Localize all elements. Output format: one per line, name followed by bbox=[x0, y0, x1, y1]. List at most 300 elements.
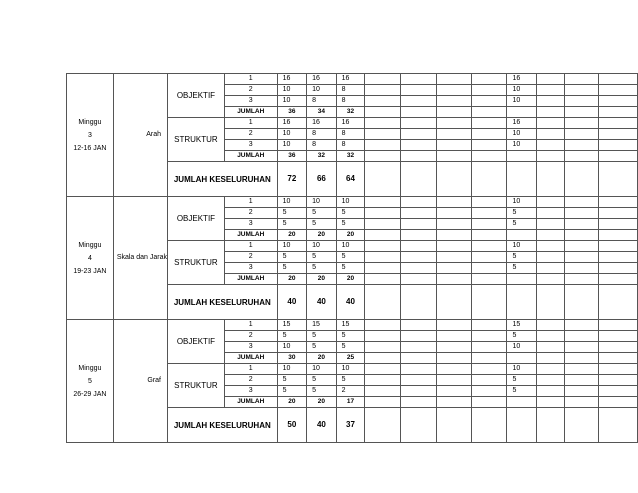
empty-cell bbox=[599, 241, 638, 252]
empty-cell bbox=[599, 386, 638, 397]
empty-cell bbox=[536, 274, 564, 285]
mark-cell: 10 bbox=[307, 85, 337, 96]
mark-cell: 8 bbox=[307, 140, 337, 151]
empty-cell bbox=[471, 397, 507, 408]
empty-cell bbox=[365, 408, 401, 443]
empty-cell bbox=[471, 241, 507, 252]
mark-cell: 10 bbox=[507, 342, 537, 353]
empty-cell bbox=[599, 129, 638, 140]
mark-cell: 5 bbox=[307, 342, 337, 353]
empty-cell bbox=[365, 118, 401, 129]
empty-cell bbox=[507, 353, 537, 364]
empty-cell bbox=[471, 331, 507, 342]
empty-cell bbox=[536, 96, 564, 107]
empty-cell bbox=[565, 140, 599, 151]
mark-cell: 10 bbox=[277, 241, 307, 252]
empty-cell bbox=[565, 129, 599, 140]
jumlah-value: 20 bbox=[336, 230, 365, 241]
question-number: 3 bbox=[224, 342, 277, 353]
empty-cell bbox=[536, 230, 564, 241]
empty-cell bbox=[599, 375, 638, 386]
mark-cell: 8 bbox=[336, 140, 365, 151]
empty-cell bbox=[436, 364, 471, 375]
total-value: 72 bbox=[277, 162, 307, 197]
empty-cell bbox=[471, 285, 507, 320]
mark-cell: 10 bbox=[277, 129, 307, 140]
week-number: 5 bbox=[87, 377, 92, 385]
total-label: JUMLAH KESELURUHAN bbox=[168, 285, 278, 320]
mark-cell: 8 bbox=[307, 96, 337, 107]
jumlah-value: 32 bbox=[307, 151, 337, 162]
empty-cell bbox=[365, 252, 401, 263]
empty-cell bbox=[471, 408, 507, 443]
empty-cell bbox=[471, 96, 507, 107]
empty-cell bbox=[401, 85, 437, 96]
mark-cell: 5 bbox=[277, 252, 307, 263]
empty-cell bbox=[401, 285, 437, 320]
mark-cell: 5 bbox=[277, 331, 307, 342]
section-name: OBJEKTIF bbox=[168, 197, 225, 241]
mark-cell: 16 bbox=[507, 118, 537, 129]
jumlah-label: JUMLAH bbox=[224, 151, 277, 162]
empty-cell bbox=[436, 96, 471, 107]
empty-cell bbox=[599, 331, 638, 342]
empty-cell bbox=[401, 118, 437, 129]
empty-cell bbox=[536, 263, 564, 274]
empty-cell bbox=[599, 230, 638, 241]
empty-cell bbox=[565, 274, 599, 285]
empty-cell bbox=[436, 375, 471, 386]
empty-cell bbox=[507, 285, 537, 320]
mark-cell: 10 bbox=[336, 197, 365, 208]
jumlah-value: 20 bbox=[277, 274, 307, 285]
empty-cell bbox=[436, 151, 471, 162]
empty-cell bbox=[536, 151, 564, 162]
mark-cell: 16 bbox=[277, 118, 307, 129]
empty-cell bbox=[365, 320, 401, 331]
empty-cell bbox=[436, 107, 471, 118]
empty-cell bbox=[471, 151, 507, 162]
empty-cell bbox=[599, 118, 638, 129]
empty-cell bbox=[565, 118, 599, 129]
mark-cell: 8 bbox=[307, 129, 337, 140]
empty-cell bbox=[536, 241, 564, 252]
empty-cell bbox=[401, 129, 437, 140]
empty-cell bbox=[436, 397, 471, 408]
empty-cell bbox=[401, 375, 437, 386]
empty-cell bbox=[565, 397, 599, 408]
empty-cell bbox=[365, 96, 401, 107]
empty-cell bbox=[401, 331, 437, 342]
mark-cell: 10 bbox=[336, 241, 365, 252]
empty-cell bbox=[565, 375, 599, 386]
jumlah-value: 20 bbox=[307, 353, 337, 364]
empty-cell bbox=[599, 197, 638, 208]
empty-cell bbox=[365, 364, 401, 375]
empty-cell bbox=[599, 285, 638, 320]
empty-cell bbox=[565, 197, 599, 208]
mark-cell: 16 bbox=[307, 74, 337, 85]
mark-cell: 5 bbox=[336, 219, 365, 230]
jumlah-value: 36 bbox=[277, 151, 307, 162]
empty-cell bbox=[507, 408, 537, 443]
empty-cell bbox=[536, 364, 564, 375]
empty-cell bbox=[401, 342, 437, 353]
week-label: Minggu bbox=[78, 241, 102, 249]
empty-cell bbox=[599, 140, 638, 151]
question-number: 1 bbox=[224, 241, 277, 252]
empty-cell bbox=[365, 274, 401, 285]
mark-cell: 10 bbox=[507, 96, 537, 107]
empty-cell bbox=[365, 208, 401, 219]
empty-cell bbox=[401, 274, 437, 285]
empty-cell bbox=[536, 353, 564, 364]
week-dates: 26-29 JAN bbox=[73, 390, 107, 398]
table-row bbox=[67, 197, 638, 208]
empty-cell bbox=[436, 197, 471, 208]
empty-cell bbox=[471, 107, 507, 118]
empty-cell bbox=[565, 219, 599, 230]
empty-cell bbox=[536, 342, 564, 353]
empty-cell bbox=[471, 162, 507, 197]
empty-cell bbox=[365, 263, 401, 274]
empty-cell bbox=[565, 241, 599, 252]
empty-cell bbox=[436, 263, 471, 274]
mark-cell: 10 bbox=[507, 129, 537, 140]
empty-cell bbox=[401, 140, 437, 151]
empty-cell bbox=[507, 151, 537, 162]
mark-cell: 8 bbox=[336, 96, 365, 107]
week-number: 3 bbox=[87, 131, 92, 139]
question-number: 2 bbox=[224, 208, 277, 219]
empty-cell bbox=[436, 85, 471, 96]
empty-cell bbox=[436, 74, 471, 85]
empty-cell bbox=[436, 320, 471, 331]
empty-cell bbox=[365, 140, 401, 151]
jumlah-label: JUMLAH bbox=[224, 230, 277, 241]
jumlah-value: 20 bbox=[277, 397, 307, 408]
empty-cell bbox=[565, 74, 599, 85]
section-name: STRUKTUR bbox=[168, 118, 225, 162]
empty-cell bbox=[365, 219, 401, 230]
empty-cell bbox=[599, 74, 638, 85]
empty-cell bbox=[471, 375, 507, 386]
empty-cell bbox=[365, 151, 401, 162]
empty-cell bbox=[471, 219, 507, 230]
empty-cell bbox=[599, 408, 638, 443]
empty-cell bbox=[401, 397, 437, 408]
topic-cell: Graf bbox=[113, 320, 167, 443]
mark-cell: 16 bbox=[507, 74, 537, 85]
empty-cell bbox=[565, 96, 599, 107]
mark-cell: 5 bbox=[507, 375, 537, 386]
mark-cell: 5 bbox=[507, 331, 537, 342]
empty-cell bbox=[565, 151, 599, 162]
empty-cell bbox=[401, 252, 437, 263]
empty-cell bbox=[565, 285, 599, 320]
empty-cell bbox=[507, 274, 537, 285]
empty-cell bbox=[436, 386, 471, 397]
empty-cell bbox=[471, 118, 507, 129]
empty-cell bbox=[471, 320, 507, 331]
section-name: OBJEKTIF bbox=[168, 320, 225, 364]
total-value: 64 bbox=[336, 162, 365, 197]
question-number: 2 bbox=[224, 129, 277, 140]
empty-cell bbox=[599, 219, 638, 230]
table-row bbox=[67, 320, 638, 331]
empty-cell bbox=[565, 208, 599, 219]
mark-cell: 5 bbox=[307, 208, 337, 219]
week-number: 4 bbox=[87, 254, 92, 262]
empty-cell bbox=[599, 252, 638, 263]
question-number: 1 bbox=[224, 320, 277, 331]
empty-cell bbox=[401, 230, 437, 241]
question-number: 1 bbox=[224, 74, 277, 85]
empty-cell bbox=[536, 375, 564, 386]
empty-cell bbox=[536, 219, 564, 230]
mark-cell: 5 bbox=[277, 208, 307, 219]
total-value: 37 bbox=[336, 408, 365, 443]
mark-cell: 10 bbox=[277, 140, 307, 151]
empty-cell bbox=[536, 252, 564, 263]
empty-cell bbox=[599, 162, 638, 197]
mark-cell: 5 bbox=[277, 375, 307, 386]
empty-cell bbox=[471, 252, 507, 263]
jumlah-label: JUMLAH bbox=[224, 353, 277, 364]
empty-cell bbox=[536, 208, 564, 219]
empty-cell bbox=[471, 230, 507, 241]
mark-cell: 5 bbox=[307, 386, 337, 397]
jumlah-value: 20 bbox=[307, 230, 337, 241]
empty-cell bbox=[365, 197, 401, 208]
week-cell bbox=[67, 197, 114, 320]
mark-cell: 5 bbox=[336, 252, 365, 263]
empty-cell bbox=[365, 129, 401, 140]
empty-cell bbox=[401, 107, 437, 118]
jumlah-value: 20 bbox=[277, 230, 307, 241]
empty-cell bbox=[436, 408, 471, 443]
total-value: 66 bbox=[307, 162, 337, 197]
empty-cell bbox=[365, 74, 401, 85]
topic-cell: Skala dan Jarak bbox=[113, 197, 167, 320]
mark-cell: 10 bbox=[336, 364, 365, 375]
mark-cell: 5 bbox=[307, 375, 337, 386]
empty-cell bbox=[599, 274, 638, 285]
empty-cell bbox=[436, 342, 471, 353]
mark-cell: 5 bbox=[307, 263, 337, 274]
total-value: 40 bbox=[307, 285, 337, 320]
empty-cell bbox=[401, 74, 437, 85]
mark-cell: 8 bbox=[336, 129, 365, 140]
mark-cell: 5 bbox=[507, 386, 537, 397]
empty-cell bbox=[471, 364, 507, 375]
assessment-table bbox=[66, 73, 638, 443]
jumlah-value: 32 bbox=[336, 151, 365, 162]
empty-cell bbox=[401, 364, 437, 375]
table-row bbox=[67, 74, 638, 85]
empty-cell bbox=[401, 219, 437, 230]
mark-cell: 10 bbox=[307, 241, 337, 252]
week-label: Minggu bbox=[78, 118, 102, 126]
empty-cell bbox=[507, 397, 537, 408]
jumlah-label: JUMLAH bbox=[224, 397, 277, 408]
empty-cell bbox=[365, 107, 401, 118]
empty-cell bbox=[565, 162, 599, 197]
empty-cell bbox=[365, 230, 401, 241]
question-number: 1 bbox=[224, 364, 277, 375]
empty-cell bbox=[471, 263, 507, 274]
empty-cell bbox=[565, 252, 599, 263]
mark-cell: 16 bbox=[307, 118, 337, 129]
mark-cell: 10 bbox=[307, 197, 337, 208]
mark-cell: 10 bbox=[507, 197, 537, 208]
total-value: 50 bbox=[277, 408, 307, 443]
empty-cell bbox=[507, 162, 537, 197]
empty-cell bbox=[536, 386, 564, 397]
empty-cell bbox=[365, 353, 401, 364]
mark-cell: 10 bbox=[277, 342, 307, 353]
empty-cell bbox=[401, 353, 437, 364]
mark-cell: 15 bbox=[277, 320, 307, 331]
empty-cell bbox=[436, 331, 471, 342]
jumlah-value: 25 bbox=[336, 353, 365, 364]
question-number: 3 bbox=[224, 96, 277, 107]
empty-cell bbox=[436, 353, 471, 364]
jumlah-value: 32 bbox=[336, 107, 365, 118]
empty-cell bbox=[401, 263, 437, 274]
empty-cell bbox=[536, 74, 564, 85]
empty-cell bbox=[436, 129, 471, 140]
empty-cell bbox=[436, 230, 471, 241]
empty-cell bbox=[365, 241, 401, 252]
empty-cell bbox=[536, 129, 564, 140]
empty-cell bbox=[401, 96, 437, 107]
total-label: JUMLAH KESELURUHAN bbox=[168, 162, 278, 197]
empty-cell bbox=[599, 364, 638, 375]
empty-cell bbox=[401, 408, 437, 443]
empty-cell bbox=[401, 386, 437, 397]
empty-cell bbox=[565, 107, 599, 118]
section-name: STRUKTUR bbox=[168, 364, 225, 408]
mark-cell: 15 bbox=[336, 320, 365, 331]
mark-cell: 16 bbox=[277, 74, 307, 85]
mark-cell: 5 bbox=[507, 263, 537, 274]
empty-cell bbox=[536, 285, 564, 320]
empty-cell bbox=[471, 208, 507, 219]
empty-cell bbox=[599, 320, 638, 331]
mark-cell: 10 bbox=[507, 241, 537, 252]
empty-cell bbox=[536, 408, 564, 443]
week-label: Minggu bbox=[78, 364, 102, 372]
empty-cell bbox=[401, 151, 437, 162]
jumlah-label: JUMLAH bbox=[224, 107, 277, 118]
mark-cell: 10 bbox=[507, 364, 537, 375]
mark-cell: 15 bbox=[507, 320, 537, 331]
empty-cell bbox=[599, 85, 638, 96]
empty-cell bbox=[565, 386, 599, 397]
empty-cell bbox=[471, 197, 507, 208]
empty-cell bbox=[536, 118, 564, 129]
mark-cell: 5 bbox=[336, 208, 365, 219]
empty-cell bbox=[471, 129, 507, 140]
section-name: OBJEKTIF bbox=[168, 74, 225, 118]
empty-cell bbox=[471, 386, 507, 397]
week-dates: 19-23 JAN bbox=[73, 267, 107, 275]
empty-cell bbox=[565, 320, 599, 331]
question-number: 3 bbox=[224, 263, 277, 274]
question-number: 3 bbox=[224, 219, 277, 230]
empty-cell bbox=[471, 85, 507, 96]
empty-cell bbox=[599, 151, 638, 162]
mark-cell: 5 bbox=[277, 263, 307, 274]
empty-cell bbox=[436, 162, 471, 197]
jumlah-value: 17 bbox=[336, 397, 365, 408]
empty-cell bbox=[536, 162, 564, 197]
question-number: 2 bbox=[224, 85, 277, 96]
mark-cell: 10 bbox=[307, 364, 337, 375]
mark-cell: 16 bbox=[336, 74, 365, 85]
total-value: 40 bbox=[336, 285, 365, 320]
mark-cell: 10 bbox=[277, 364, 307, 375]
total-value: 40 bbox=[307, 408, 337, 443]
mark-cell: 5 bbox=[507, 252, 537, 263]
question-number: 2 bbox=[224, 252, 277, 263]
mark-cell: 5 bbox=[507, 208, 537, 219]
empty-cell bbox=[599, 107, 638, 118]
empty-cell bbox=[565, 408, 599, 443]
jumlah-label: JUMLAH bbox=[224, 274, 277, 285]
week-dates: 12-16 JAN bbox=[73, 144, 107, 152]
empty-cell bbox=[599, 342, 638, 353]
mark-cell: 5 bbox=[507, 219, 537, 230]
jumlah-value: 20 bbox=[307, 397, 337, 408]
question-number: 1 bbox=[224, 197, 277, 208]
jumlah-value: 36 bbox=[277, 107, 307, 118]
empty-cell bbox=[436, 285, 471, 320]
jumlah-value: 20 bbox=[336, 274, 365, 285]
empty-cell bbox=[436, 241, 471, 252]
empty-cell bbox=[536, 140, 564, 151]
empty-cell bbox=[436, 219, 471, 230]
mark-cell: 5 bbox=[307, 252, 337, 263]
empty-cell bbox=[436, 140, 471, 151]
empty-cell bbox=[365, 375, 401, 386]
empty-cell bbox=[565, 364, 599, 375]
empty-cell bbox=[471, 274, 507, 285]
week-cell bbox=[67, 74, 114, 197]
topic-cell: Arah bbox=[113, 74, 167, 197]
mark-cell: 5 bbox=[307, 219, 337, 230]
empty-cell bbox=[599, 96, 638, 107]
empty-cell bbox=[365, 85, 401, 96]
mark-cell: 5 bbox=[336, 263, 365, 274]
empty-cell bbox=[599, 208, 638, 219]
mark-cell: 2 bbox=[336, 386, 365, 397]
mark-cell: 5 bbox=[277, 386, 307, 397]
mark-cell: 10 bbox=[507, 140, 537, 151]
mark-cell: 10 bbox=[277, 96, 307, 107]
empty-cell bbox=[365, 285, 401, 320]
empty-cell bbox=[565, 263, 599, 274]
empty-cell bbox=[565, 85, 599, 96]
mark-cell: 15 bbox=[307, 320, 337, 331]
week-cell bbox=[67, 320, 114, 443]
mark-cell: 16 bbox=[336, 118, 365, 129]
empty-cell bbox=[436, 274, 471, 285]
empty-cell bbox=[471, 74, 507, 85]
jumlah-value: 30 bbox=[277, 353, 307, 364]
empty-cell bbox=[471, 140, 507, 151]
